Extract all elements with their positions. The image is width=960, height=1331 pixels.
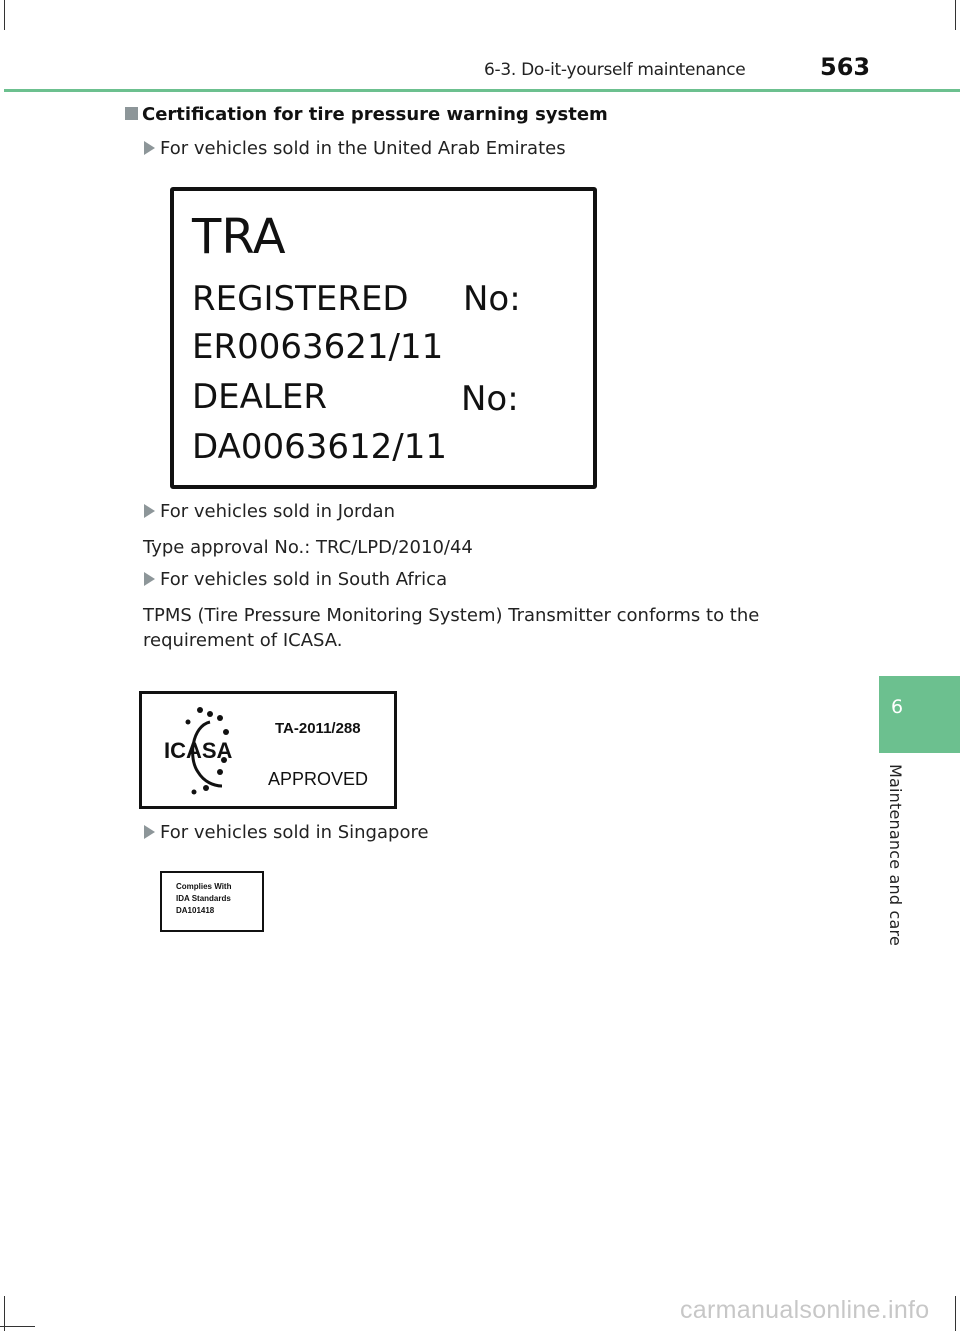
crop-mark bbox=[955, 1296, 956, 1331]
tra-registered-number: ER0063621/11 bbox=[192, 327, 444, 367]
tra-registered-no: No: bbox=[463, 279, 521, 319]
triangle-bullet-icon bbox=[144, 825, 155, 839]
icasa-logo-icon bbox=[148, 702, 266, 798]
ida-certification-label bbox=[160, 871, 264, 932]
ida-line-3: DA101418 bbox=[176, 906, 215, 915]
watermark: carmanualsonline.info bbox=[680, 1296, 930, 1324]
header-section-title: 6-3. Do-it-yourself maintenance bbox=[484, 60, 746, 80]
icasa-approved: APPROVED bbox=[268, 769, 369, 789]
ida-line-2: IDA Standards bbox=[176, 894, 231, 903]
tra-dealer-number: DA0063612/11 bbox=[192, 427, 447, 467]
section-heading-text: Certification for tire pressure warning system bbox=[142, 104, 608, 125]
triangle-bullet-icon bbox=[144, 141, 155, 155]
singapore-bullet-text: For vehicles sold in Singapore bbox=[160, 822, 429, 843]
jordan-bullet-text: For vehicles sold in Jordan bbox=[160, 501, 395, 522]
triangle-bullet-icon bbox=[144, 504, 155, 518]
chapter-label: Maintenance and care bbox=[886, 764, 905, 946]
jordan-bullet bbox=[144, 501, 395, 522]
page-number: 563 bbox=[820, 53, 871, 81]
jordan-approval-text: Type approval No.: TRC/LPD/2010/44 bbox=[143, 537, 473, 558]
icasa-ta-number: TA-2011/288 bbox=[275, 720, 361, 737]
header-divider bbox=[4, 89, 960, 92]
south-africa-text: TPMS (Tire Pressure Monitoring System) Transmitter conforms to the requirement of ICASA. bbox=[143, 605, 760, 651]
chapter-number: 6 bbox=[891, 696, 904, 718]
uae-bullet bbox=[144, 138, 566, 159]
uae-bullet-text: For vehicles sold in the United Arab Emirates bbox=[160, 138, 566, 159]
crop-mark bbox=[0, 1326, 35, 1327]
singapore-bullet bbox=[144, 822, 429, 843]
south-africa-bullet-text: For vehicles sold in South Africa bbox=[160, 569, 448, 590]
tra-dealer-no: No: bbox=[461, 379, 519, 419]
tra-registered: REGISTERED bbox=[192, 279, 409, 319]
tra-title: TRA bbox=[192, 209, 286, 265]
icasa-certification-label bbox=[139, 691, 397, 809]
south-africa-bullet bbox=[144, 569, 447, 590]
tra-certification-label bbox=[170, 187, 597, 489]
tra-dealer: DEALER bbox=[192, 377, 327, 417]
chapter-tab bbox=[879, 676, 960, 753]
ida-line-1: Complies With bbox=[176, 882, 232, 891]
icasa-logo-text: ICASA bbox=[164, 738, 233, 763]
square-bullet-icon bbox=[125, 107, 138, 120]
triangle-bullet-icon bbox=[144, 572, 155, 586]
section-heading bbox=[125, 104, 608, 125]
crop-mark bbox=[4, 0, 5, 30]
crop-mark bbox=[955, 0, 956, 30]
